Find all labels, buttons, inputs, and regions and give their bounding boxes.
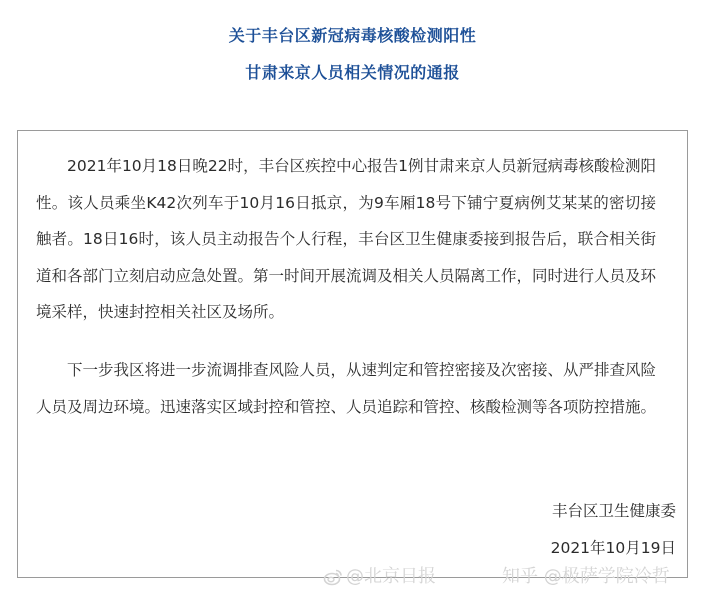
- notice-paragraph-1: 2021年10月18日晚22时，丰台区疾控中心报告1例甘肃来京人员新冠病毒核酸检测阳性。该人员乘坐K42次列车于10月16日抵京，为9车厢18号下铺宁夏病例艾某某的密切接触者。18日16时，该人员主动报告个人行程，丰台区卫生健康委接到报告后，联合相关街道和各部门立刻启动应急处置。第一时间开展流调及相关人员隔离工作，同时进行人员及环境采样，快速封控相关社区及场所。: [36, 157, 657, 322]
- signature-date: 2021年10月19日: [550, 539, 676, 557]
- weibo-watermark: [323, 565, 436, 589]
- signature-organization: 丰台区卫生健康委: [551, 502, 676, 520]
- weibo-watermark-text: @北京日报: [346, 566, 436, 587]
- notice-title-line1: 关于丰台区新冠病毒核酸检测阳性: [228, 26, 477, 45]
- weibo-logo-icon: [323, 567, 343, 587]
- zhihu-watermark: 知乎 @极萨学院冷哲: [502, 566, 670, 587]
- notice-paragraph-2: 下一步我区将进一步流调排查风险人员，从速判定和管控密接及次密接、从严排查风险人员及周边环境。迅速落实区域封控和管控、人员追踪和管控、核酸检测等各项防控措施。: [36, 361, 657, 416]
- notice-title-line2: 甘肃来京人员相关情况的通报: [245, 63, 460, 82]
